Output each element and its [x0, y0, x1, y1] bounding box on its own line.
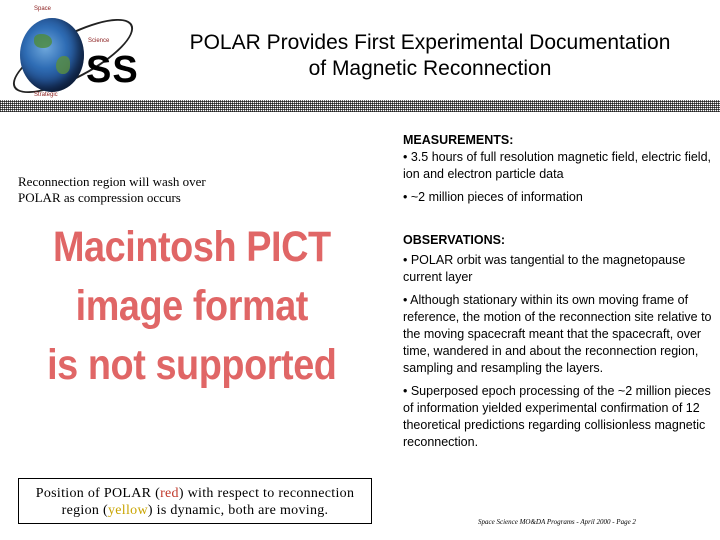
measurements-heading: MEASUREMENTS:: [403, 133, 514, 147]
globe-icon: [20, 18, 84, 92]
caption-text: Position of POLAR (: [35, 486, 161, 501]
slide-title: POLAR Provides First Experimental Documentation of Magnetic Reconnection: [189, 31, 671, 80]
findings-panel: [403, 132, 713, 451]
logo-tiny-text: Science: [88, 38, 110, 44]
landmass-decor: [34, 34, 52, 48]
caption-red-word: red: [160, 486, 179, 501]
observations-heading: OBSERVATIONS:: [403, 233, 506, 247]
logo-tiny-text: Space: [34, 6, 52, 12]
caption-text: ) is dynamic, both are moving.: [147, 503, 329, 518]
hatched-divider: [0, 100, 720, 112]
missing-image-placeholder: [40, 218, 344, 395]
observation-item: • Superposed epoch processing of the ~2 million pieces of information yielded experimental confirmation of 12 theoretical predictions regarding collisionless magnetic reconnection.: [403, 384, 711, 449]
oss-logo: [4, 4, 154, 104]
pict-line: Macintosh PICT: [52, 223, 331, 271]
landmass-decor: [56, 56, 70, 74]
observation-item: • Although stationary within its own moving frame of reference, the motion of the reconnection site relative to the moving spacecraft meant that the spacecraft, over time, wandered in and about the reconnection region, sampling and resampling the layers.: [403, 293, 712, 375]
position-caption-box: [18, 478, 372, 524]
pict-line: image format: [75, 282, 308, 330]
reconnection-caption: Reconnection region will wash over POLAR as compression occurs: [18, 174, 206, 205]
logo-letters: SS: [86, 49, 139, 91]
caption-text: ) with respect to reconnection region (: [61, 486, 355, 518]
pict-line: is not supported: [47, 341, 337, 389]
logo-tiny-text: Strategic: [34, 92, 58, 98]
observation-item: • POLAR orbit was tangential to the magnetopause current layer: [403, 253, 686, 284]
slide-footer: Space Science MO&DA Programs - April 2000 - Page 2: [478, 518, 636, 526]
measurement-item: • 3.5 hours of full resolution magnetic field, electric field, ion and electron particle data: [403, 150, 712, 181]
measurement-item: • ~2 million pieces of information: [403, 190, 583, 204]
caption-yellow-word: yellow: [107, 503, 148, 518]
